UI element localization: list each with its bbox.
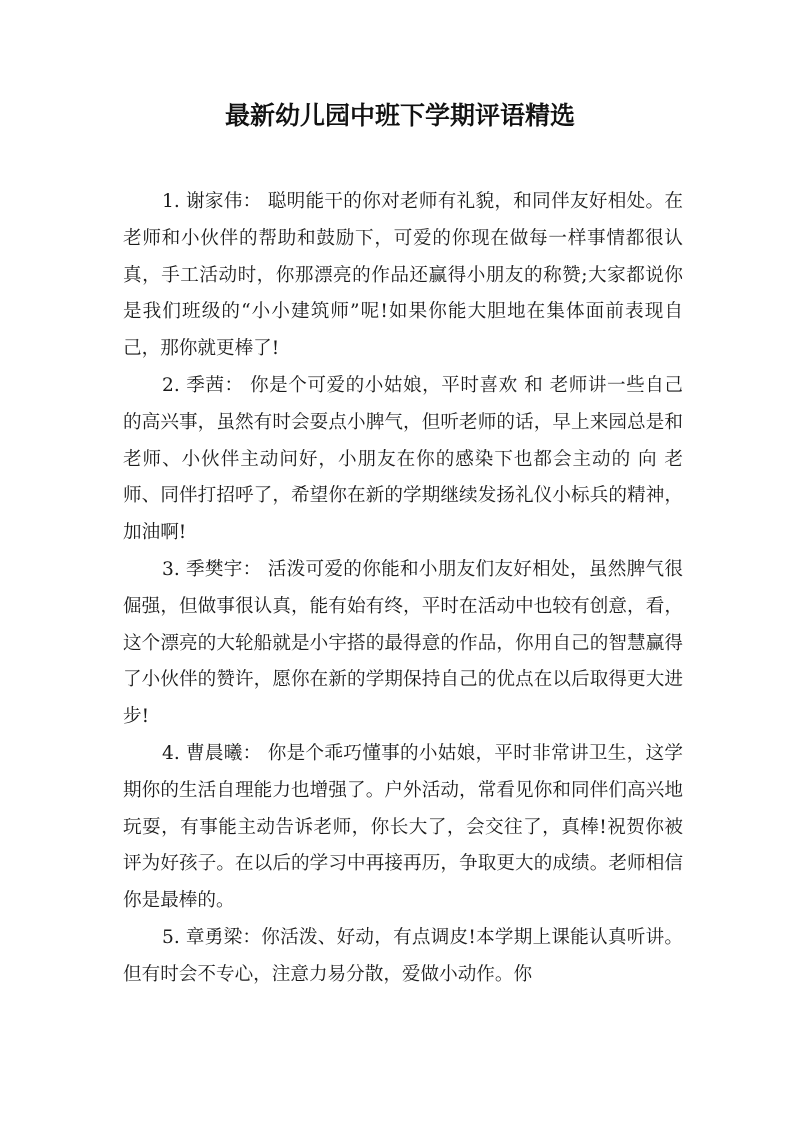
comment-paragraph-2: 2. 季茜： 你是个可爱的小姑娘，平时喜欢 和 老师讲一些自己的高兴事，虽然有时会耍点小脾气，但听老师的话，早上来园总是和 老师、小伙伴主动问好，小朋友在你的感染下也都会主动的 向 老师、同伴打招呼了，希望你在新的学期继续发扬礼仪小标兵的精神，加油啊!: [123, 374, 683, 544]
comment-paragraph-5: 5. 章勇梁：你活泼、好动，有点调皮!本学期上课能认真听讲。但有时会不专心，注意力易分散，爱做小动作。你: [123, 926, 683, 985]
comment-paragraph-3: 3. 季樊宇： 活泼可爱的你能和小朋友们友好相处，虽然脾气很倔强，但做事很认真，能有始有终，平时在活动中也较有创意，看，这个漂亮的大轮船就是小宇搭的最得意的作品，你用自己的智慧赢得了小伙伴的赞许，愿你在新的学期保持自己的优点在以后取得更大进步!: [123, 558, 683, 728]
document-body: [123, 184, 683, 994]
comment-paragraph-1: 1. 谢家伟： 聪明能干的你对老师有礼貌，和同伴友好相处。在老师和小伙伴的帮助和鼓励下，可爱的你现在做每一样事情都很认真，手工活动时，你那漂亮的作品还赢得小朋友的称赞;大家都说你是我们班级的“小小建筑师”呢!如果你能大胆地在集体面前表现自己，那你就更棒了!: [123, 191, 683, 360]
document-title: 最新幼儿园中班下学期评语精选: [224, 101, 575, 130]
comment-paragraph-4: 4. 曹晨曦： 你是个乖巧懂事的小姑娘，平时非常讲卫生，这学期你的生活自理能力也增强了。户外活动，常看见你和同伴们高兴地玩耍，有事能主动告诉老师，你长大了，会交往了，真棒!祝贺你被评为好孩子。在以后的学习中再接再历，争取更大的成绩。老师相信你是最棒的。: [123, 742, 683, 912]
